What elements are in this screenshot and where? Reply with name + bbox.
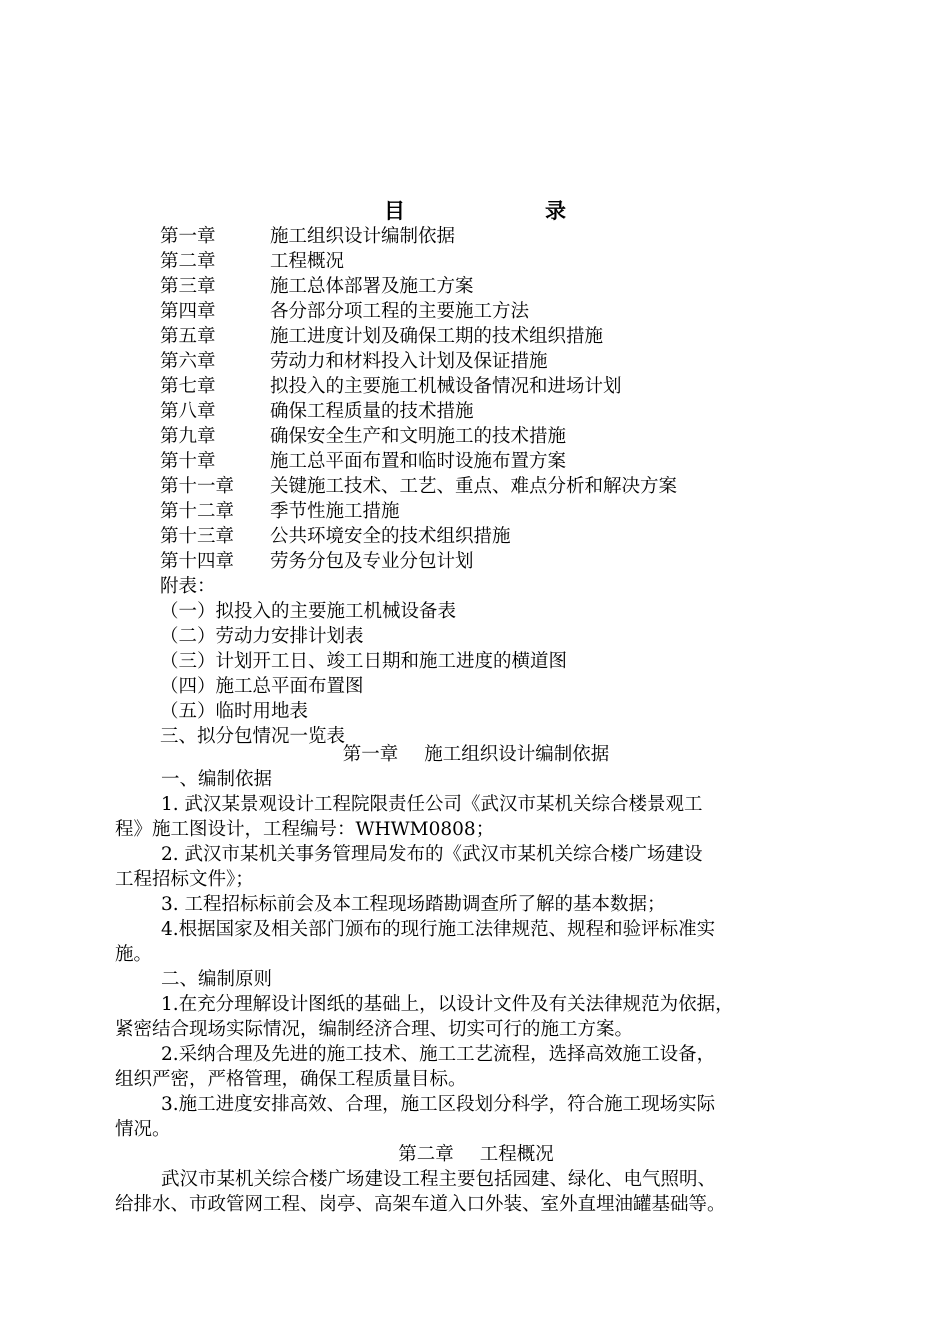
toc-last-item: 三、拟分包情况一览表 — [160, 726, 346, 747]
toc-entry — [160, 449, 860, 474]
principle-item-line: 1.在充分理解设计图纸的基础上，以设计文件及有关法律规范为依据， — [161, 994, 734, 1015]
toc-chapter-title: 劳动力和材料投入计划及保证措施 — [270, 351, 548, 372]
toc-title-right: 录 — [545, 198, 566, 223]
toc-entry — [160, 424, 860, 449]
toc-chapter-title: 确保工程质量的技术措施 — [270, 401, 474, 422]
toc-entry — [160, 499, 860, 524]
basis-item-line: 工程招标文件》； — [115, 869, 254, 890]
toc-entry — [160, 249, 860, 274]
toc-chapter-number: 第二章 — [160, 251, 216, 272]
appendix-item: （三）计划开工日、竣工日期和施工进度的横道图 — [160, 651, 568, 672]
basis-item-line: 4.根据国家及相关部门颁布的现行施工法律规范、规程和验评标准实 — [161, 919, 716, 940]
toc-chapter-number: 第十二章 — [160, 501, 235, 522]
toc-chapter-number: 第十三章 — [160, 526, 235, 547]
chapter-title: 施工组织设计编制依据 — [424, 744, 610, 765]
toc-chapter-number: 第四章 — [160, 301, 216, 322]
appendix-item: （二）劳动力安排计划表 — [160, 626, 364, 647]
overview-paragraph-line: 给排水、市政管网工程、岗亭、高架车道入口外装、室外直埋油罐基础等。 — [115, 1194, 726, 1215]
toc-chapter-number: 第八章 — [160, 401, 216, 422]
principle-item-line: 情况。 — [115, 1119, 171, 1140]
toc-chapter-number: 第七章 — [160, 376, 216, 397]
principle-item-line: 紧密结合现场实际情况，编制经济合理、切实可行的施工方案。 — [115, 1019, 634, 1040]
toc-entry — [160, 224, 860, 249]
basis-item-line: 2. 武汉市某机关事务管理局发布的《武汉市某机关综合楼广场建设 — [161, 844, 703, 865]
section-heading: 二、编制原则 — [161, 969, 273, 990]
basis-item-line: 1. 武汉某景观设计工程院限责任公司《武汉市某机关综合楼景观工 — [161, 794, 703, 815]
toc-chapter-title: 施工总体部署及施工方案 — [270, 276, 474, 297]
chapter-number: 第二章 — [398, 1144, 454, 1165]
toc-chapter-title: 工程概况 — [270, 251, 345, 272]
appendix-item: （五）临时用地表 — [160, 701, 309, 722]
toc-chapter-number: 第三章 — [160, 276, 216, 297]
basis-item-line: 施。 — [115, 944, 153, 965]
principle-item-line: 组织严密，严格管理，确保工程质量目标。 — [115, 1069, 467, 1090]
chapter-title: 工程概况 — [479, 1144, 554, 1165]
toc-chapter-title: 拟投入的主要施工机械设备情况和进场计划 — [270, 376, 622, 397]
toc-entry — [160, 374, 860, 399]
toc-entry — [160, 549, 860, 574]
appendix-item: （一）拟投入的主要施工机械设备表 — [160, 601, 457, 622]
section-heading: 一、编制依据 — [161, 769, 273, 790]
toc-chapter-title: 各分部分项工程的主要施工方法 — [270, 301, 530, 322]
toc-entry — [160, 274, 860, 299]
toc-chapter-title: 公共环境安全的技术组织措施 — [270, 526, 511, 547]
toc-entry — [160, 324, 860, 349]
principle-item-line: 2.采纳合理及先进的施工技术、施工工艺流程，选择高效施工设备， — [161, 1044, 716, 1065]
toc-chapter-number: 第一章 — [160, 226, 216, 247]
toc-chapter-number: 第十章 — [160, 451, 216, 472]
toc-chapter-number: 第九章 — [160, 426, 216, 447]
basis-item-line: 3. 工程招标标前会及本工程现场踏勘调查所了解的基本数据； — [161, 894, 666, 915]
toc-title — [0, 197, 950, 225]
chapter-heading — [115, 1142, 837, 1167]
document-body — [115, 742, 837, 1217]
chapter-number: 第一章 — [342, 744, 399, 765]
table-of-contents — [160, 224, 860, 749]
toc-title-left: 目 — [384, 198, 405, 223]
toc-entry — [160, 474, 860, 499]
toc-chapter-number: 第六章 — [160, 351, 216, 372]
toc-entry — [160, 349, 860, 374]
toc-entry — [160, 399, 860, 424]
toc-chapter-title: 关键施工技术、工艺、重点、难点分析和解决方案 — [270, 476, 678, 497]
toc-entry — [160, 524, 860, 549]
toc-chapter-number: 第五章 — [160, 326, 216, 347]
toc-chapter-number: 第十一章 — [160, 476, 235, 497]
toc-chapter-title: 施工进度计划及确保工期的技术组织措施 — [270, 326, 604, 347]
toc-chapter-title: 劳务分包及专业分包计划 — [270, 551, 474, 572]
toc-chapter-title: 施工组织设计编制依据 — [270, 226, 456, 247]
overview-paragraph-line: 武汉市某机关综合楼广场建设工程主要包括园建、绿化、电气照明、 — [161, 1169, 717, 1190]
chapter-heading — [115, 742, 837, 767]
toc-chapter-title: 确保安全生产和文明施工的技术措施 — [270, 426, 567, 447]
toc-chapter-title: 季节性施工措施 — [270, 501, 400, 522]
principle-item-line: 3.施工进度安排高效、合理，施工区段划分科学，符合施工现场实际 — [161, 1094, 716, 1115]
toc-chapter-number: 第十四章 — [160, 551, 235, 572]
toc-chapter-title: 施工总平面布置和临时设施布置方案 — [270, 451, 567, 472]
basis-item-line: 程》施工图设计，工程编号：WHWM0808； — [115, 819, 495, 840]
toc-entry — [160, 299, 860, 324]
appendix-label: 附表： — [160, 576, 216, 597]
appendix-item: （四）施工总平面布置图 — [160, 676, 364, 697]
